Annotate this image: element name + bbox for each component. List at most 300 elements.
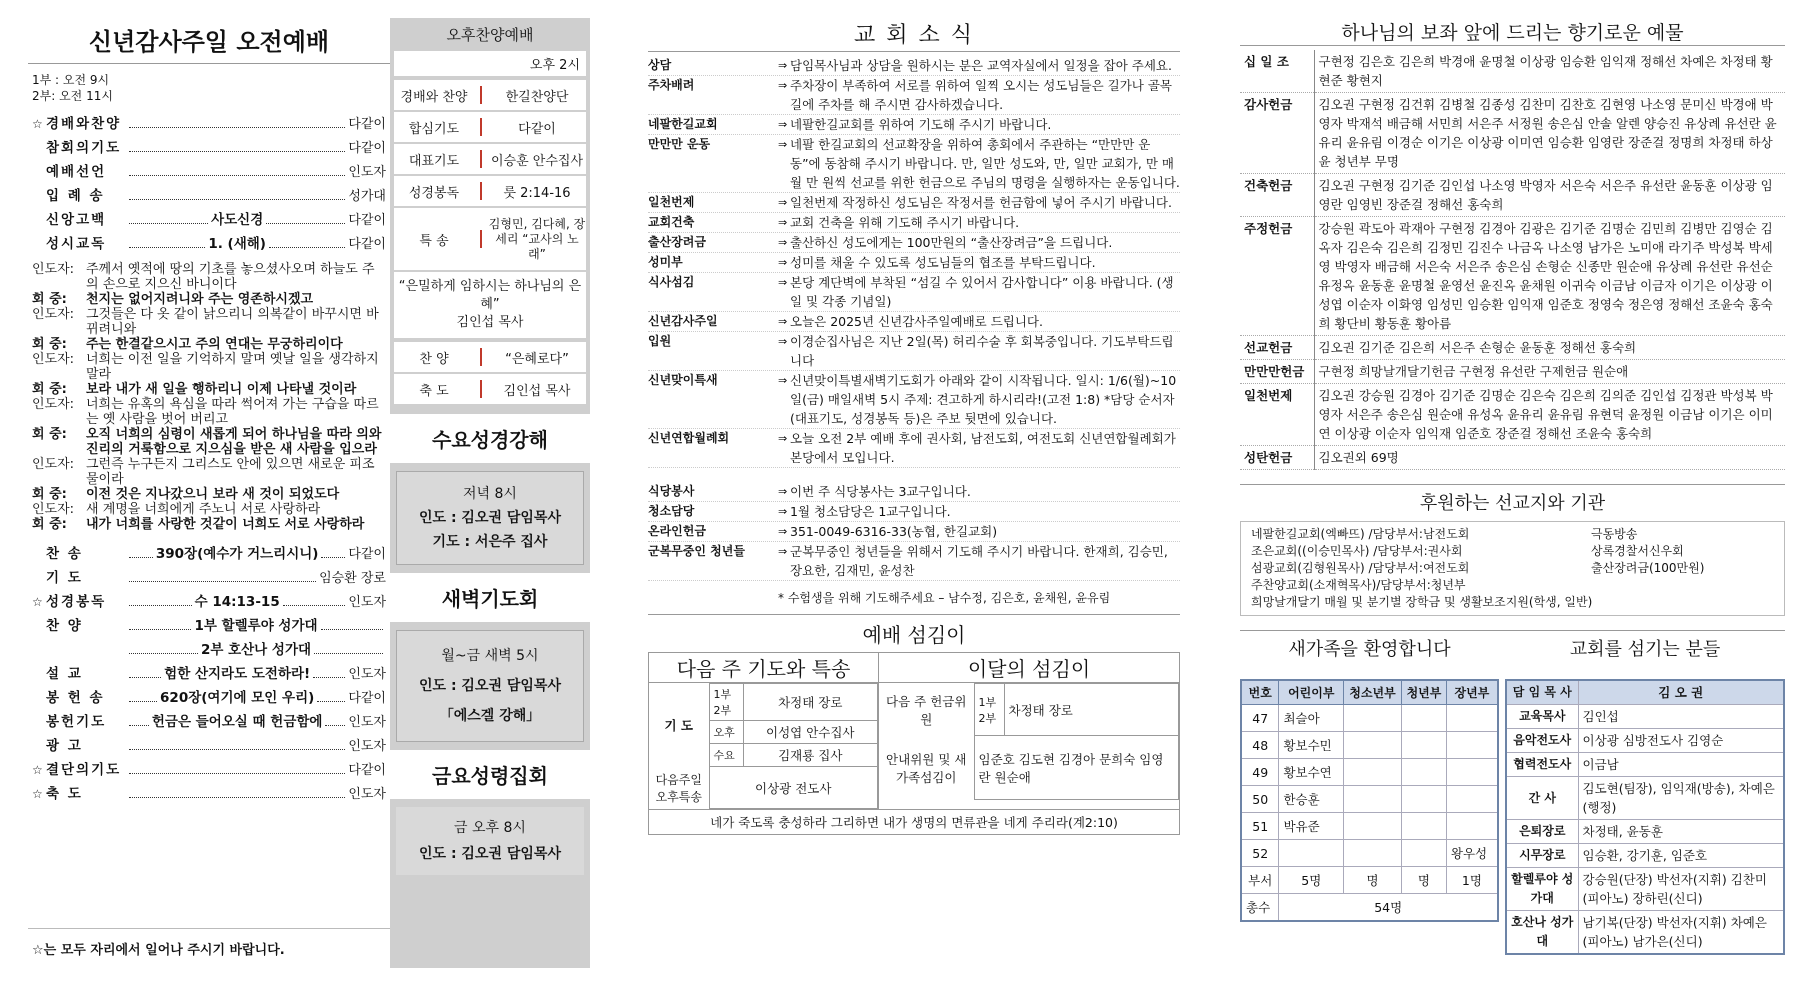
staff-table: [1505, 679, 1785, 955]
sermon-title: “은밀하게 임하시는 하나님의 은혜”: [398, 279, 582, 312]
standing-footnote: ☆는 모두 자리에서 일어나 주시기 바랍니다.: [28, 928, 390, 968]
staff-names: 김도현(팀장), 임익재(방송), 차예은(행정): [1578, 777, 1784, 820]
red-divider: [480, 348, 482, 366]
responsive-line: [32, 337, 386, 352]
dawn-line: 「에스겔 강해」: [439, 708, 541, 724]
duty-heading: 군복무중인 청년들: [648, 544, 745, 558]
staff-names: 남기복(단장) 박선자(지휘) 차예은(피아노) 남가은(신디): [1578, 911, 1784, 955]
new-family-cell: 박유준: [1279, 813, 1344, 840]
afternoon-sermon: [394, 272, 586, 338]
dot-leader: [129, 557, 153, 558]
guide-label: 안내위원 및 새가족섬김이: [886, 751, 967, 785]
column-header: 번호: [1241, 680, 1279, 705]
new-family-cell: [1446, 732, 1498, 759]
this-month-box: [879, 653, 1179, 809]
reading-text: 너희는 이전 일을 기억하지 말며 옛날 일을 생각하지 말라: [86, 352, 379, 382]
wed-leader: 김재룡 집사: [743, 744, 878, 767]
dot-leader: [129, 127, 345, 128]
dot-leader: [129, 701, 157, 702]
order-leader: 인도자: [348, 165, 386, 180]
row-value: 한길찬양단: [505, 89, 569, 105]
news-heading: 입원: [648, 334, 672, 348]
arrow-icon: ⇒: [778, 432, 788, 445]
new-family-row: [1241, 759, 1498, 786]
arrow-icon: ⇒: [778, 216, 788, 229]
news-heading: 신년연합월례회: [648, 431, 730, 445]
order-label: 광 고: [46, 738, 83, 754]
order-label: 봉헌기도: [46, 714, 107, 730]
news-item: [648, 332, 1180, 371]
responsive-line: [32, 292, 386, 307]
row-label: 축 도: [419, 383, 449, 399]
afternoon-time: 오후 2시: [394, 51, 586, 76]
offering-row: [1240, 217, 1785, 336]
arrow-icon: ⇒: [778, 118, 788, 131]
reading-text: 이전 것은 지나갔으니 보라 새 것이 되었도다: [86, 487, 340, 502]
offering-type: 건축헌금: [1240, 174, 1314, 217]
afternoon-row: [394, 374, 586, 406]
red-divider: [480, 380, 482, 398]
dot-leader: [129, 247, 205, 248]
responsive-line: [32, 262, 386, 292]
column-header: 장년부: [1446, 680, 1498, 705]
offering-type: 십 일 조: [1240, 50, 1314, 93]
order-row: [32, 184, 386, 208]
staff-row: [1506, 777, 1784, 820]
offering-names: 김오권외 69명: [1314, 446, 1785, 470]
next-week-box: [649, 653, 879, 809]
duty-heading: 식당봉사: [648, 484, 695, 498]
offerings-panel: [1240, 18, 1785, 968]
prayer-request: * 수험생을 위해 기도해주세요 – 남수정, 김은호, 윤채원, 윤유림: [778, 591, 1111, 605]
staff-role: 담 임 목 사: [1506, 680, 1578, 705]
new-family-cell: [1402, 786, 1447, 813]
sermon-preacher: 김인섭 목사: [456, 315, 524, 330]
staff-names: 이상광 심방전도사 김영순: [1578, 729, 1784, 753]
afternoon-order-2: [394, 342, 586, 406]
news-heading: 신년감사주일: [648, 314, 718, 328]
reading-text: 보라 내가 새 일을 행하리니 이제 나타낼 것이라: [86, 382, 357, 397]
new-family-cell: 황보수민: [1279, 732, 1344, 759]
news-item: [648, 115, 1180, 135]
speaker: 인도자:: [32, 457, 75, 472]
order-label: 설 교: [46, 666, 83, 682]
order-row: [32, 112, 386, 136]
dot-leader: [129, 797, 345, 798]
order-label: 경배와찬양: [46, 116, 122, 132]
staff-names: 임승환, 강기훈, 임준호: [1578, 844, 1784, 868]
dawn-line: 월~금 새벽 5시: [441, 648, 539, 664]
staff-row: [1506, 844, 1784, 868]
support-footer: 희망날개달기 매월 및 분기별 장학금 및 생활보조지원(학생, 일반): [1251, 595, 1593, 609]
sum-cell: 명: [1402, 867, 1447, 894]
responsive-reading: [28, 256, 390, 542]
wed-line: 기도 : 서은주 집사: [432, 534, 548, 550]
support-left: [1251, 526, 1591, 594]
news-item: [648, 273, 1180, 312]
new-family-cell: [1344, 705, 1402, 732]
order-label: 성경봉독: [46, 594, 107, 610]
serve-title: 예배 섬김이: [648, 614, 1180, 648]
new-family-cell: [1402, 840, 1447, 867]
news-text: 오늘은 2025년 신년감사주일예배로 드립니다.: [790, 314, 1043, 329]
news-text: 출산하신 성도에게는 100만원의 “출산장려금”을 드립니다.: [790, 235, 1113, 250]
order-label: 입 례 송: [46, 188, 105, 204]
sum-cell: 부서: [1241, 867, 1279, 894]
reading-text: 주께서 옛적에 땅의 기초를 놓으셨사오며 하늘도 주의 손으로 지으신 바니이다: [86, 262, 375, 292]
responsive-line: [32, 487, 386, 502]
dot-leader: [317, 701, 345, 702]
row-value: 룻 2:14-16: [503, 185, 571, 201]
dawn-line: 인도 : 김오권 담임목사: [419, 678, 561, 694]
speaker: 인도자:: [32, 352, 75, 367]
order-list-2: [28, 542, 390, 806]
offering-names: 김오권 구현정 김건휘 김병철 김종성 김찬미 김찬호 김현영 나소영 문미신 박경애 박영자 박재석 배금해 서민희 서은주 서정원 송은심 안솔 알렌 양승진 유상례 유선란 윤유리 윤유림 이경순 이기은 이상광 이미연 임승환 임영란 장준걸 정명희 차정태 하상윤 청년부 무명: [1314, 93, 1785, 174]
dot-leader: [321, 629, 383, 630]
order-leader: 다같이: [348, 213, 386, 228]
red-divider: [480, 182, 482, 200]
responsive-line: [32, 427, 386, 457]
offering-row: [1240, 384, 1785, 446]
reading-text: 그런즉 누구든지 그리스도 안에 있으면 새로운 피조물이라: [86, 457, 375, 487]
order-label: 신앙고백: [46, 212, 107, 228]
order-row: [32, 710, 386, 734]
part-label: 2부: [978, 711, 997, 725]
column-header: 청년부: [1402, 680, 1447, 705]
news-text: 담임목사님과 상담을 원하시는 분은 교역자실에서 일정을 잡아 주세요.: [790, 58, 1172, 73]
new-family-cell: 50: [1241, 786, 1279, 813]
offering-row: [1240, 50, 1785, 93]
afternoon-title: 오후찬양예배: [446, 26, 534, 44]
offering-type: 만만만헌금: [1240, 360, 1314, 384]
news-text: 네팔 한길교회의 선교확장을 위하여 총회에서 주관하는 “만만만 운동”에 동참해 주시기 바랍니다. 만, 일만 성도와, 만, 일만 교회가, 만 매월 만 원씩 선교를 위한 헌금으로 주님의 명령을 실행하자는 운동입니다.: [790, 137, 1180, 190]
offering-type: 주정헌금: [1240, 217, 1314, 336]
news-item: [648, 542, 1180, 581]
offering-row: [1240, 336, 1785, 360]
order-label: 찬 송: [46, 546, 83, 562]
bottom-section: [1240, 630, 1785, 955]
dawn-box: [396, 630, 584, 742]
new-family-cell: [1446, 705, 1498, 732]
dot-leader: [129, 725, 149, 726]
arrow-icon: ⇒: [778, 138, 788, 151]
dot-leader: [129, 151, 345, 152]
news-text: 일천번제 작정하신 성도님은 작정서를 헌금함에 넣어 주시기 바랍니다.: [790, 195, 1172, 210]
staff-names: 김인섭: [1578, 705, 1784, 729]
new-family-header: [1241, 680, 1498, 705]
order-row: [32, 662, 386, 686]
news-heading: 상담: [648, 58, 672, 72]
staff-row: [1506, 911, 1784, 955]
new-family-cell: [1402, 759, 1447, 786]
order-row: [32, 208, 386, 232]
dot-leader: [129, 175, 345, 176]
new-family-cell: [1402, 732, 1447, 759]
new-family-cell: 황보수연: [1279, 759, 1344, 786]
service-parts: [709, 684, 743, 721]
news-text: 교회 건축을 위해 기도해 주시기 바랍니다.: [790, 215, 1020, 230]
new-family-cell: [1446, 813, 1498, 840]
arrow-icon: ⇒: [778, 374, 788, 387]
order-label: 축 도: [46, 786, 83, 802]
order-leader: 인도자: [348, 715, 386, 730]
news-heading: 출산장려금: [648, 235, 706, 249]
reading-text: 주는 한결같으시고 주의 연대는 무궁하리이다: [86, 337, 343, 352]
staff-box: [1505, 631, 1785, 955]
new-family-row: [1241, 705, 1498, 732]
order-detail: 1부 할렐루야 성가대: [194, 618, 318, 634]
offering-member: 차정태 장로: [1004, 684, 1179, 736]
sum-cell: 5명: [1279, 867, 1344, 894]
order-detail: 620장(여기에 모인 우리): [160, 690, 315, 706]
support-right: [1591, 526, 1704, 594]
news-item: [648, 429, 1180, 468]
dot-leader: [129, 677, 161, 678]
special-song-label: 다음주일 오후특송: [655, 772, 702, 804]
news-item: [648, 213, 1180, 233]
row-value: 김형민, 김다혜, 장세리 “교사의 노래”: [488, 216, 586, 261]
duty-heading: 온라인헌금: [648, 524, 706, 538]
reading-text: 오직 너희의 심령이 새롭게 되어 하나님을 따라 의와 진리의 거룩함으로 지으심을 받은 새 사람을 입으라: [86, 427, 382, 457]
order-detail: 사도신경: [211, 212, 264, 228]
news-item: [648, 502, 1180, 522]
support-box: [1240, 521, 1785, 616]
offerings-table: [1240, 50, 1785, 470]
order-label: 참회의기도: [46, 140, 122, 156]
news-text: 성미를 채울 수 있도록 성도님들의 협조를 부탁드립니다.: [790, 255, 1096, 270]
order-row: [32, 232, 386, 256]
total-value: 54명: [1279, 894, 1498, 921]
speaker: 회 중:: [32, 487, 67, 502]
fri-line: 인도 : 김오권 담임목사: [419, 846, 561, 862]
arrow-icon: ⇒: [778, 335, 788, 348]
speaker: 회 중:: [32, 427, 67, 442]
speaker: 인도자:: [32, 262, 75, 277]
news-heading: 식사섬김: [648, 275, 695, 289]
wed-line: 인도 : 김오권 담임목사: [419, 510, 561, 526]
news-item: [648, 135, 1180, 193]
news-text: 네팔한길교회를 위하여 기도해 주시기 바랍니다.: [790, 117, 1052, 132]
support-item: 주찬양교회(소재혁목사)/담당부서:청년부: [1251, 578, 1466, 592]
new-family-cell: 51: [1241, 813, 1279, 840]
new-family-title: 새가족을 환영합니다: [1288, 639, 1451, 660]
this-month-table: [879, 683, 1179, 800]
news-item: [648, 522, 1180, 542]
red-divider: [480, 150, 482, 168]
news-text: 주차장이 부족하여 서로를 위하여 일찍 오시는 성도님들은 길가나 골목길에 주차를 해 주시면 감사하겠습니다.: [790, 78, 1172, 112]
reading-text: 내가 너희를 사랑한 것같이 너희도 서로 사랑하라: [86, 517, 365, 532]
offering-type: 성탄헌금: [1240, 446, 1314, 470]
sum-cell: 1명: [1446, 867, 1498, 894]
staff-role: 할렐루야 성가대: [1506, 868, 1578, 911]
responsive-line: [32, 352, 386, 382]
order-label: 결단의기도: [46, 762, 122, 778]
prayer-label: 기 도: [664, 718, 693, 733]
offering-row: [1240, 446, 1785, 470]
morning-service-title: 신년감사주일 오전예배: [28, 18, 390, 64]
order-detail: 험한 산지라도 도전하라!: [164, 666, 311, 682]
staff-role: 교육목사: [1506, 705, 1578, 729]
order-leader: 다같이: [348, 237, 386, 252]
speaker: 회 중:: [32, 292, 67, 307]
order-row: [32, 542, 386, 566]
news-text: 이번 주 식당봉사는 3교구입니다.: [790, 484, 971, 499]
news-heading: 신년맞이특새: [648, 373, 718, 387]
news-heading: 성미부: [648, 255, 683, 269]
new-family-cell: 52: [1241, 840, 1279, 867]
dot-leader: [129, 199, 345, 200]
speaker: 인도자:: [32, 502, 75, 517]
order-leader: 인도자: [348, 787, 386, 802]
part-label: 1부: [713, 688, 732, 701]
responsive-line: [32, 382, 386, 397]
standing-mark: ☆: [32, 117, 43, 131]
row-value: 이승훈 안수집사: [490, 153, 584, 169]
staff-row: [1506, 705, 1784, 729]
arrow-icon: ⇒: [778, 315, 788, 328]
news-text: 본당 계단벽에 부착된 “섬길 수 있어서 감사합니다” 이용 바랍니다. (생일 및 각종 기념일): [790, 275, 1174, 309]
order-leader: 다같이: [348, 691, 386, 706]
support-item: 출산장려금(100만원): [1591, 561, 1705, 575]
new-family-cell: 한승훈: [1279, 786, 1344, 813]
row-label: 경배와 찬양: [400, 89, 468, 105]
service-times: [28, 64, 390, 112]
offering-type: 일천번제: [1240, 384, 1314, 446]
part-label: 1부: [978, 695, 997, 709]
total-row: [1241, 894, 1498, 921]
next-week-title: 다음 주 기도와 특송: [649, 653, 878, 683]
dawn-title: 새벽기도회: [390, 573, 590, 622]
offering-names: 구현정 희망날개달기헌금 구현정 유선란 구제헌금 원순애: [1314, 360, 1785, 384]
total-label: 총수: [1241, 894, 1279, 921]
news-list: [648, 52, 1180, 468]
dept-sum-row: [1241, 867, 1498, 894]
order-row: [32, 638, 386, 662]
staff-row: [1506, 680, 1784, 705]
wed-box: [396, 471, 584, 565]
order-detail: 1. (새해): [208, 236, 266, 252]
row-value: “은혜로다”: [505, 351, 569, 367]
prayer-leader: 차정태 장로: [743, 684, 878, 721]
arrow-icon: ⇒: [778, 59, 788, 72]
dot-leader: [313, 677, 345, 678]
row-label: 특 송: [419, 233, 449, 249]
part-label: 2부: [713, 704, 732, 717]
fri-line: 금 오후 8시: [454, 820, 526, 836]
red-divider: [480, 86, 482, 104]
order-label: 찬 양: [46, 618, 83, 634]
staff-row: [1506, 868, 1784, 911]
next-week-table: [649, 683, 878, 809]
offerings-title: 하나님의 보좌 앞에 드리는 향기로운 예물: [1240, 18, 1785, 46]
order-leader: 인도자: [348, 595, 386, 610]
order-label: 예배선언: [46, 164, 107, 180]
duty-list: [648, 482, 1180, 581]
staff-row: [1506, 729, 1784, 753]
news-item: [648, 253, 1180, 273]
dot-leader: [129, 749, 345, 750]
order-leader: 다같이: [348, 547, 386, 562]
news-text: 신년맞이특별새벽기도회가 아래와 같이 시작됩니다. 일시: 1/6(월)~10일(금) 매일새벽 5시 주제: 견고하게 하시리라!(고전 1:8) *담당 순서자(대표기도, 성경봉독 등)은 주보 뒷면에 있습니다.: [790, 373, 1177, 426]
wed-line: 저녁 8시: [463, 486, 517, 502]
offering-type: 감사헌금: [1240, 93, 1314, 174]
speaker: 인도자:: [32, 397, 75, 412]
new-family-cell: [1402, 813, 1447, 840]
arrow-icon: ⇒: [778, 505, 788, 518]
order-row: [32, 590, 386, 614]
news-heading: 주차배려: [648, 78, 695, 92]
dot-leader: [129, 581, 316, 582]
order-leader: 다같이: [348, 117, 386, 132]
afternoon-row: [394, 112, 586, 144]
news-text: 군복무중인 청년들을 위해서 기도해 주시기 바랍니다. 한재희, 김승민, 장요한, 김재민, 윤성찬: [790, 544, 1168, 578]
arrow-icon: ⇒: [778, 256, 788, 269]
order-row: [32, 566, 386, 590]
staff-role: 시무장로: [1506, 844, 1578, 868]
duty-heading: 청소담당: [648, 504, 695, 518]
arrow-icon: ⇒: [778, 236, 788, 249]
reading-text: 천지는 없어지려니와 주는 영존하시겠고: [86, 292, 314, 307]
reading-text: 너희는 유혹의 욕심을 따라 썩어져 가는 구습을 따르는 옛 사람을 벗어 버리고: [86, 397, 379, 427]
order-row: [32, 614, 386, 638]
pm-leader: 이성엽 안수집사: [743, 721, 878, 744]
memory-verse: 네가 죽도록 충성하라 그리하면 내가 생명의 면류관을 네게 주리라(계2:10): [648, 810, 1180, 835]
new-family-cell: 왕우성: [1446, 840, 1498, 867]
order-row: [32, 136, 386, 160]
news-item: [648, 312, 1180, 332]
new-family-cell: [1344, 759, 1402, 786]
offering-label: 다음 주 헌금위원: [886, 693, 967, 727]
row-value: 다같이: [518, 121, 556, 137]
speaker: 회 중:: [32, 382, 67, 397]
dot-leader: [269, 247, 345, 248]
offering-row: [1240, 174, 1785, 217]
arrow-icon: ⇒: [778, 79, 788, 92]
this-month-title: 이달의 섬김이: [879, 653, 1179, 683]
order-detail: 수 14:13-15: [194, 594, 280, 610]
offering-names: 김오권 김기준 김은희 서은주 손형순 윤동훈 정해선 홍숙희: [1314, 336, 1785, 360]
support-item: 네팔한길교회(엑빠뜨) /담당부서:남전도회: [1251, 527, 1470, 541]
dot-leader: [283, 605, 346, 606]
order-label: 봉 헌 송: [46, 690, 105, 706]
order-detail: 390장(예수가 거느리시니): [155, 546, 319, 562]
afternoon-row: [394, 144, 586, 176]
order-leader: 임승환 장로: [319, 571, 386, 586]
order-list-1: [28, 112, 390, 256]
staff-names: 이금남: [1578, 753, 1784, 777]
news-item: [648, 233, 1180, 253]
wed-title: 수요성경강해: [390, 414, 590, 463]
new-family-cell: [1344, 840, 1402, 867]
guide-members: 임준호 김도현 김경아 문희숙 임영란 원순애: [974, 736, 1179, 800]
servers-box: [648, 652, 1180, 810]
order-label: 기 도: [46, 570, 83, 586]
order-detail: 헌금은 들어오실 때 헌금함에: [151, 714, 323, 730]
offering-names: 구현정 김은호 김은희 박경애 윤명철 이상광 임승환 임익재 정해선 차예은 차정태 황현준 황현지: [1314, 50, 1785, 93]
row-label: 성경봉독: [408, 185, 460, 201]
reading-text: 새 계명을 너희에게 주노니 서로 사랑하라: [86, 502, 321, 517]
responsive-line: [32, 307, 386, 337]
standing-mark: ☆: [32, 595, 43, 609]
staff-title: 교회를 섬기는 분들: [1569, 639, 1721, 660]
new-family-cell: [1279, 840, 1344, 867]
row-label: 합심기도: [408, 121, 460, 137]
staff-role: 음악전도사: [1506, 729, 1578, 753]
new-family-cell: [1344, 732, 1402, 759]
staff-role: 호산나 성가대: [1506, 911, 1578, 955]
row-value: 김인섭 목사: [503, 383, 571, 399]
order-row: [32, 758, 386, 782]
